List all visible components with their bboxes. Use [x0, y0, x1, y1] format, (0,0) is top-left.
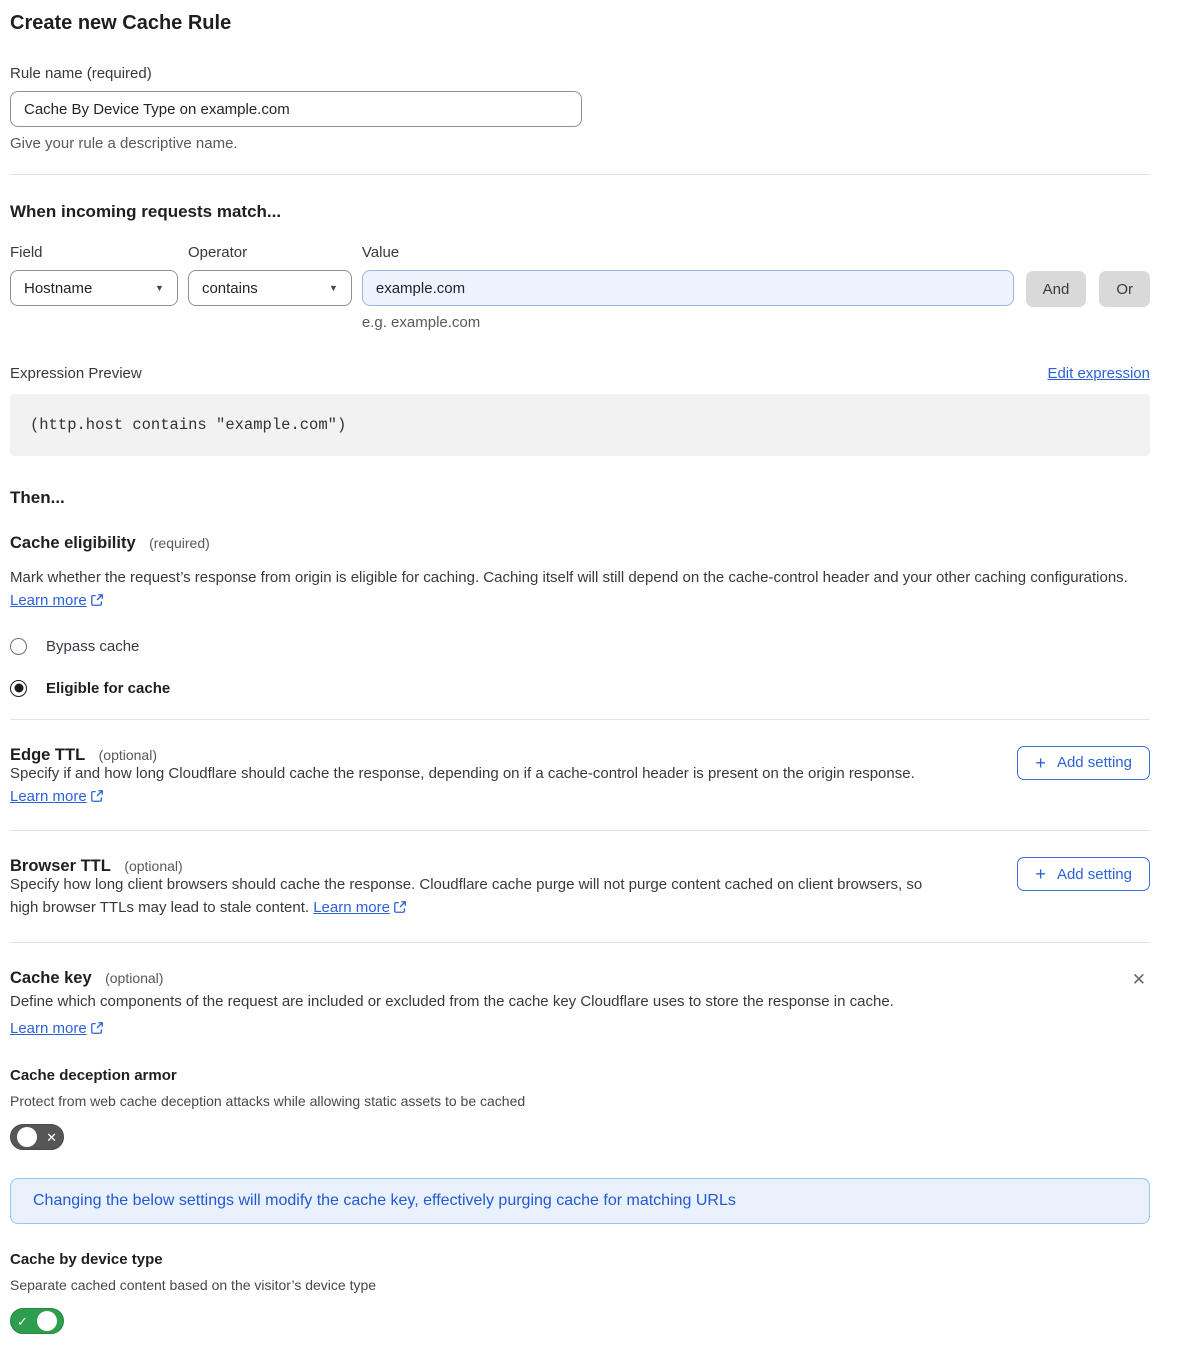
value-input[interactable] [362, 270, 1014, 306]
divider [10, 830, 1150, 831]
chevron-down-icon: ▼ [328, 283, 338, 293]
and-button[interactable]: And [1026, 271, 1087, 307]
radio-option-label: Bypass cache [46, 637, 140, 655]
divider [10, 942, 1150, 943]
edge-ttl-description-text: Specify if and how long Cloudflare should cache the response, depending on if a cache-control header is present on the origin response. [10, 764, 915, 782]
close-icon[interactable]: ✕ [1128, 969, 1150, 990]
plus-icon: + [1035, 752, 1046, 773]
value-label: Value [361, 244, 400, 261]
edge-ttl-title: Edge TTL [10, 745, 86, 764]
external-link-icon [393, 900, 407, 914]
cache-deception-armor-description: Protect from web cache deception attacks while allowing static assets to be cached [10, 1093, 526, 1109]
cache-eligibility-title: Cache eligibility [10, 534, 136, 552]
cache-deception-armor-title: Cache deception armor [10, 1067, 177, 1084]
browser-ttl-description-text: Specify how long client browsers should cache the response. Cloudflare cache purge will not purge content cached on client browsers, so high browser TTLs may lead to stale content. [10, 876, 923, 917]
cache-key-title: Cache key [10, 968, 92, 987]
cache-eligibility-section [10, 534, 1150, 697]
radio-option-eligible-for-cache[interactable] [10, 680, 1150, 697]
or-button[interactable]: Or [1099, 271, 1150, 307]
then-heading: Then... [10, 488, 65, 507]
cache-key-warning-banner: Changing the below settings will modify the cache key, effectively purging cache for matching URLs [10, 1178, 1150, 1224]
toggle-knob [37, 1311, 57, 1331]
cache-key-header [10, 969, 1150, 990]
expression-code: (http.host contains "example.com") [30, 416, 347, 434]
divider [10, 719, 1150, 720]
operator-select-value: contains [201, 279, 258, 297]
value-help: e.g. example.com [361, 314, 481, 331]
x-icon: ✕ [46, 1129, 57, 1145]
radio-option-label: Eligible for cache [46, 679, 171, 697]
radio-selected-icon[interactable] [10, 680, 27, 697]
browser-ttl-section [10, 857, 1150, 920]
and-or-buttons [1026, 244, 1150, 307]
cache-key-section [10, 969, 1150, 1335]
cache-eligibility-description-text: Mark whether the request’s response from origin is eligible for caching. Caching itself will still depend on the cache-control header and your other caching configurations. [10, 569, 1128, 586]
chevron-down-icon: ▼ [155, 283, 164, 293]
operator-label: Operator [187, 244, 248, 261]
cache-key-description: Define which components of the request are included or excluded from the cache key Cloudflare uses to store the response in cache. [10, 992, 894, 1010]
radio-unselected-icon[interactable] [10, 638, 27, 655]
operator-column [188, 244, 352, 306]
expression-preview-label: Expression Preview [10, 365, 142, 382]
learn-more-link[interactable]: Learn more [10, 592, 87, 610]
browser-ttl-add-setting-button[interactable] [1017, 857, 1150, 891]
check-icon: ✓ [17, 1313, 28, 1329]
add-setting-label: Add setting [1056, 865, 1132, 883]
external-link-icon [90, 1021, 104, 1035]
cache-eligibility-description [10, 566, 1150, 613]
cache-key-qualifier: (optional) [105, 969, 164, 986]
page-title: Create new Cache Rule [10, 12, 232, 34]
add-setting-label: Add setting [1056, 754, 1132, 771]
cache-key-learn-more-row [10, 1017, 1150, 1040]
field-select[interactable] [10, 270, 178, 306]
toggle-knob [17, 1127, 37, 1147]
match-heading: When incoming requests match... [10, 202, 282, 221]
learn-more-link[interactable]: Learn more [313, 899, 390, 917]
rule-name-block [10, 65, 1150, 152]
rule-name-input[interactable] [10, 91, 582, 127]
cache-eligibility-qualifier: (required) [149, 535, 210, 551]
browser-ttl-qualifier: (optional) [124, 858, 183, 874]
rule-name-label: Rule name (required) [10, 65, 152, 82]
operator-select[interactable] [188, 270, 352, 306]
edit-expression-link[interactable]: Edit expression [1047, 365, 1150, 382]
browser-ttl-description [10, 873, 925, 920]
expression-preview-header [10, 365, 1150, 382]
cache-by-device-type-title: Cache by device type [10, 1251, 163, 1268]
cache-by-device-type-description: Separate cached content based on the visitor’s device type [10, 1277, 377, 1293]
divider [10, 174, 1150, 175]
field-column [10, 244, 178, 306]
edge-ttl-qualifier: (optional) [98, 746, 157, 763]
value-column [362, 244, 1014, 331]
edge-ttl-description [10, 762, 925, 809]
browser-ttl-title: Browser TTL [10, 857, 111, 875]
rule-name-help: Give your rule a descriptive name. [10, 135, 238, 152]
field-select-value: Hostname [24, 279, 93, 297]
edge-ttl-add-setting-button[interactable] [1017, 746, 1150, 780]
field-label: Field [10, 244, 43, 261]
expression-preview-box [10, 394, 1150, 456]
cache-deception-armor-toggle[interactable] [10, 1124, 64, 1150]
cache-by-device-type-toggle[interactable] [10, 1308, 64, 1334]
match-condition-row [10, 244, 1150, 331]
external-link-icon [90, 789, 104, 803]
plus-icon: + [1035, 864, 1046, 884]
learn-more-link[interactable]: Learn more [10, 1019, 87, 1037]
radio-option-bypass-cache[interactable] [10, 638, 1150, 655]
edge-ttl-section [10, 746, 1150, 809]
learn-more-link[interactable]: Learn more [10, 787, 87, 805]
cache-eligibility-header [10, 534, 1150, 553]
cache-key-title-wrap [10, 969, 163, 988]
external-link-icon [90, 593, 104, 607]
